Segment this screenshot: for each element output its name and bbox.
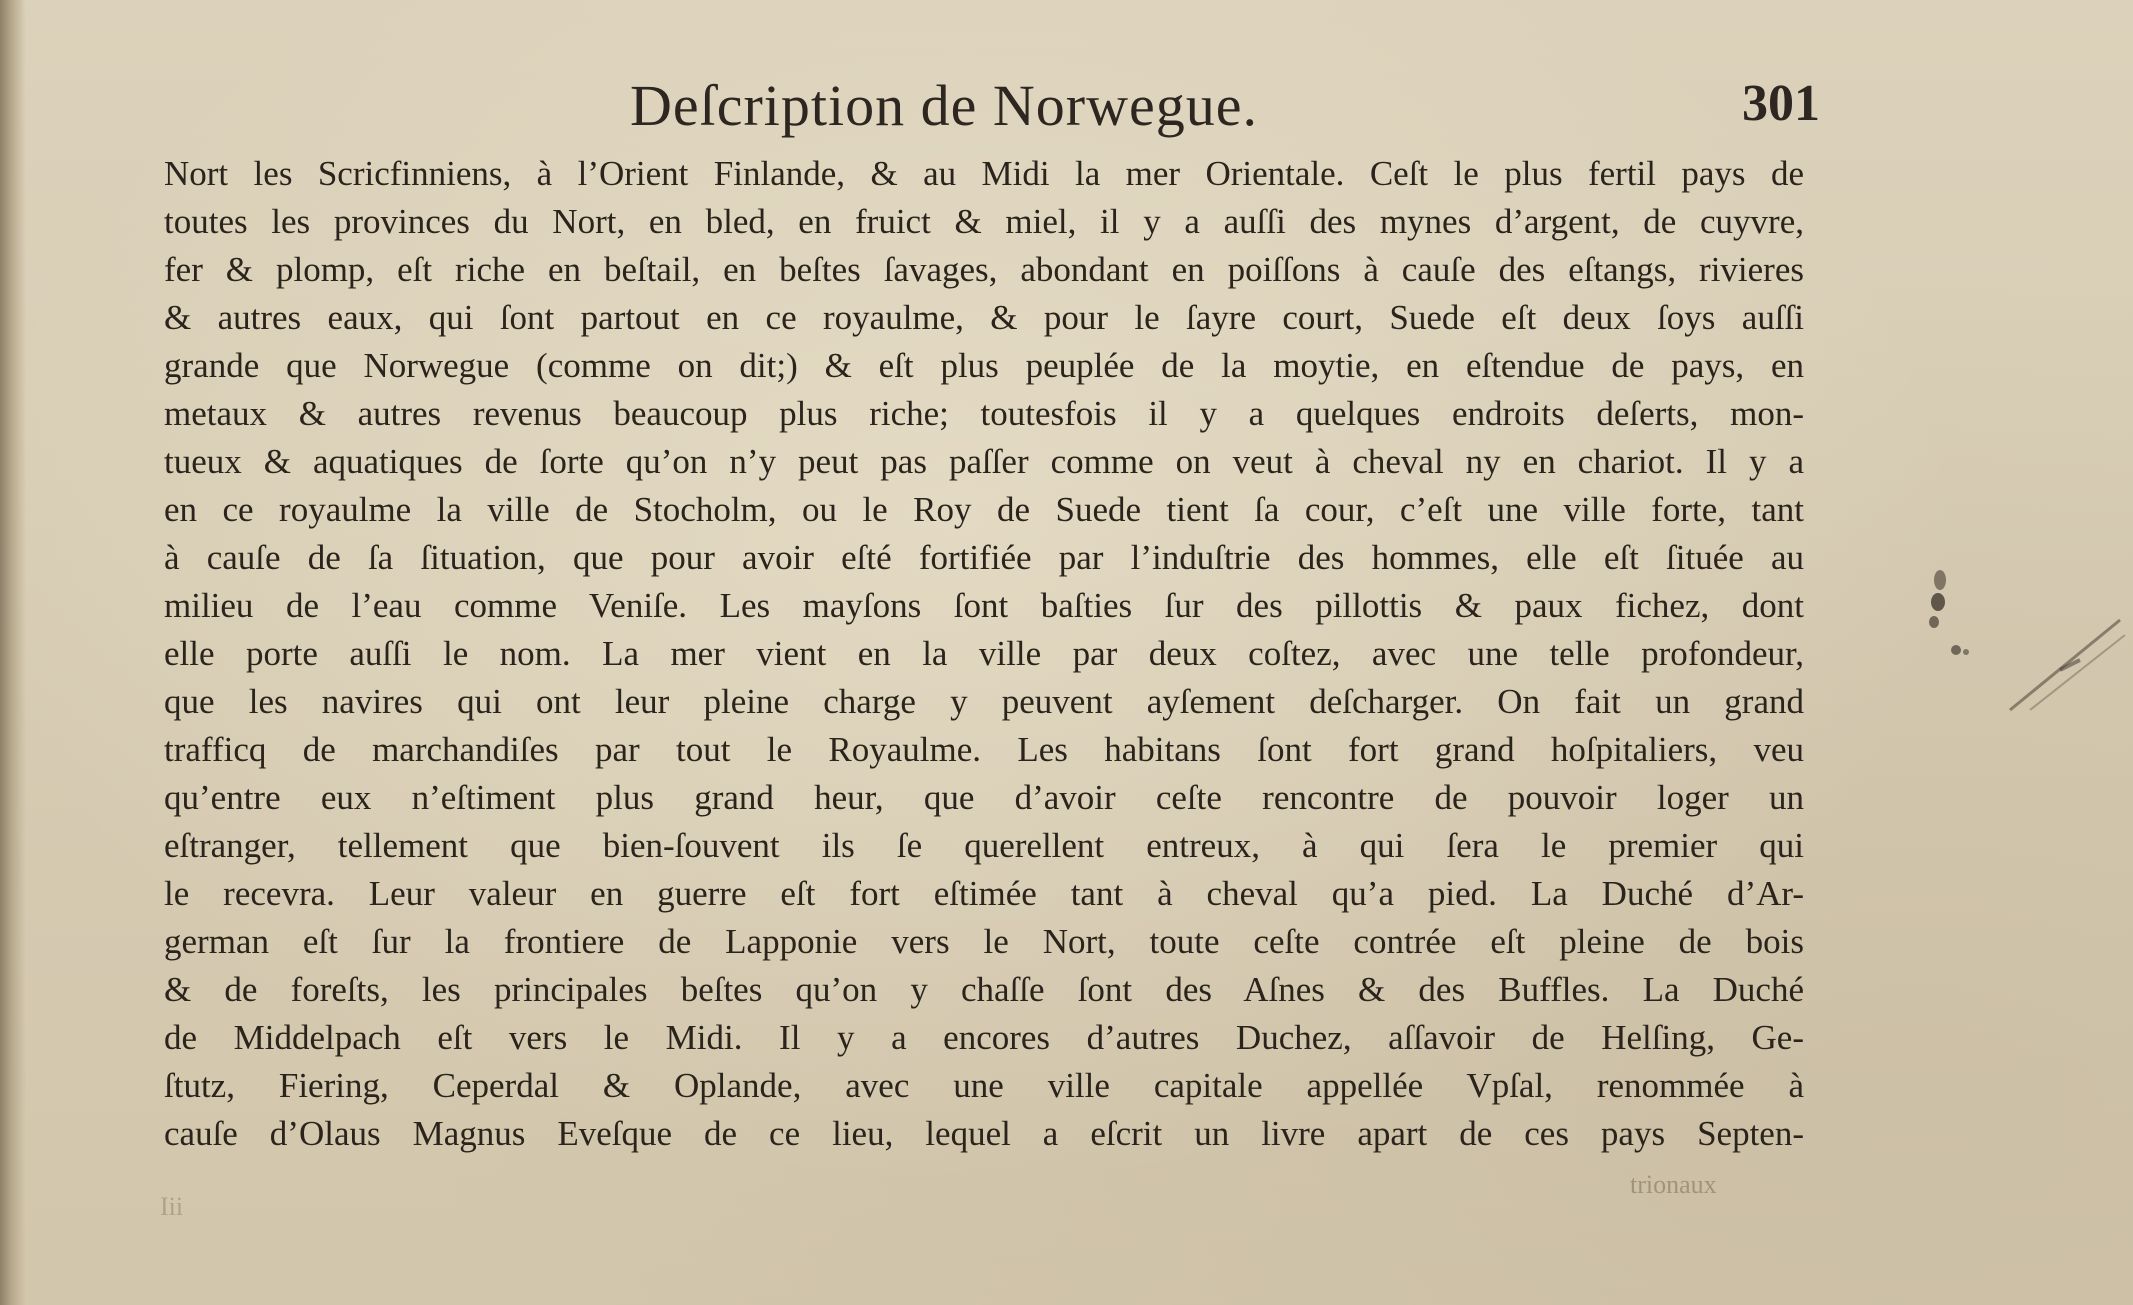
text-line: de Middelpach eſt vers le Midi. Il y a encores d’autres Duchez, aſſavoir de Helſing, Ge- <box>164 1018 1804 1057</box>
text-line: tueux & aquatiques de ſorte qu’on n’y peut pas paſſer comme on veut à cheval ny en chariot. Il y a <box>164 442 1804 481</box>
text-line: german eſt ſur la frontiere de Lapponie vers le Nort, toute ceſte contrée eſt pleine de bois <box>164 922 1804 961</box>
signature-mark: Iii <box>160 1192 184 1221</box>
binding-gutter <box>0 0 26 1305</box>
text-line: eſtranger, tellement que bien-ſouvent ils ſe querellent entreux, à qui ſera le premier qui <box>164 826 1804 865</box>
text-line: elle porte auſſi le nom. La mer vient en la ville par deux coſtez, avec une telle profondeur, <box>164 634 1804 673</box>
page-header <box>160 72 1820 152</box>
running-title: Deſcription de Norwegue. <box>630 73 1258 138</box>
text-line: & autres eaux, qui ſont partout en ce royaulme, & pour le ſayre court, Suede eſt deux ſoys auſſi <box>164 298 1804 337</box>
text-line: grande que Norwegue (comme on dit;) & eſt plus peuplée de la moytie, en eſtendue de pays, en <box>164 346 1804 385</box>
page-number: 301 <box>1742 75 1820 132</box>
text-line: cauſe d’Olaus Magnus Eveſque de ce lieu, lequel a eſcrit un livre apart de ces pays Septen- <box>164 1114 1804 1153</box>
text-line: que les navires qui ont leur pleine charge y peuvent ayſement deſcharger. On fait un grand <box>164 682 1804 721</box>
text-line: ſtutz, Fiering, Ceperdal & Oplande, avec une ville capitale appellée Vpſal, renommée à <box>164 1066 1804 1105</box>
text-line: & de foreſts, les principales beſtes qu’on y chaſſe ſont des Aſnes & des Buffles. La Duché <box>164 970 1804 1009</box>
text-line: à cauſe de ſa ſituation, que pour avoir eſté fortifiée par l’induſtrie des hommes, elle eſt ſituée au <box>164 538 1804 577</box>
pen-stroke-icon <box>2000 600 2130 720</box>
text-line: fer & plomp, eſt riche en beſtail, en beſtes ſavages, abondant en poiſſons à cauſe des eſtangs, rivieres <box>164 250 1804 289</box>
text-line: le recevra. Leur valeur en guerre eſt fort eſtimée tant à cheval qu’a pied. La Duché d’Ar- <box>164 874 1804 913</box>
catchword: trionaux <box>1630 1170 1717 1199</box>
text-line: toutes les provinces du Nort, en bled, en fruict & miel, il y a auſſi des mynes d’argent, de cuyvre, <box>164 202 1804 241</box>
text-line: qu’entre eux n’eſtiment plus grand heur, que d’avoir ceſte rencontre de pouvoir loger un <box>164 778 1804 817</box>
text-line: en ce royaulme la ville de Stocholm, ou le Roy de Suede tient ſa cour, c’eſt une ville forte, tant <box>164 490 1804 529</box>
text-line: trafficq de marchandiſes par tout le Royaulme. Les habitans ſont fort grand hoſpitaliers, veu <box>164 730 1804 769</box>
text-line: milieu de l’eau comme Veniſe. Les mayſons ſont baſties ſur des pillottis & paux fichez, dont <box>164 586 1804 625</box>
text-line: Nort les Scricfinniens, à l’Orient Finlande, & au Midi la mer Orientale. Ceſt le plus fertil pays de <box>164 154 1804 193</box>
text-line: metaux & autres revenus beaucoup plus riche; toutesfois il y a quelques endroits deſerts, mon- <box>164 394 1804 433</box>
body-text <box>164 150 1804 1158</box>
